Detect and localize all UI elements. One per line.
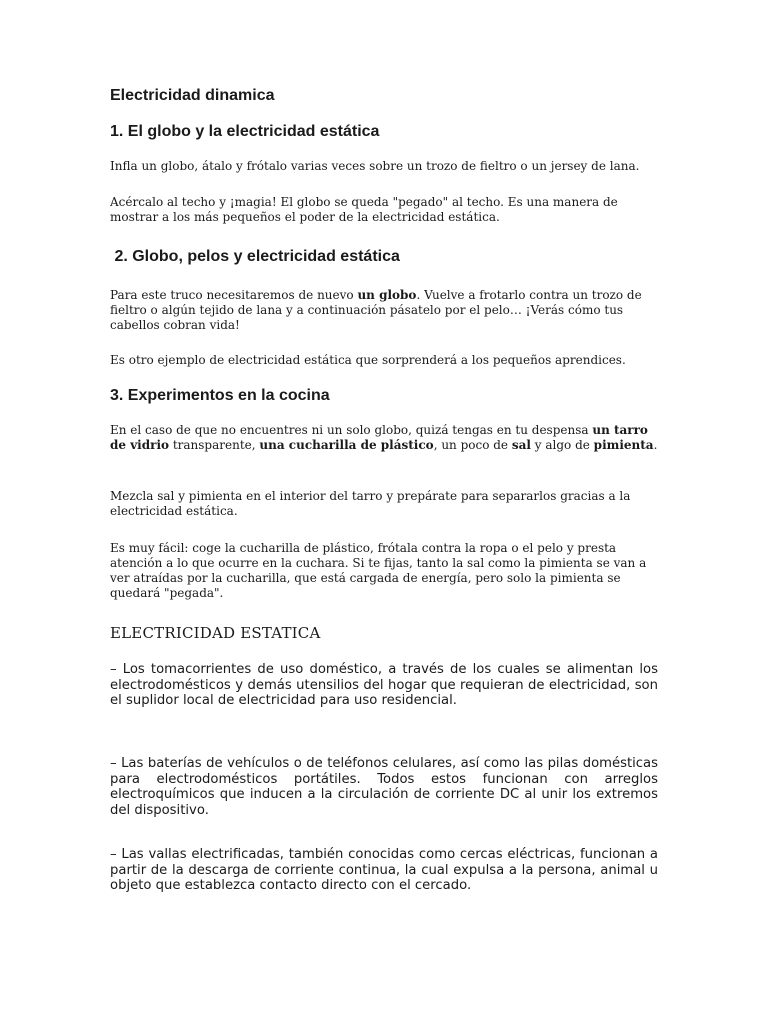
section-1-heading: 1. El globo y la electricidad estática [110, 123, 380, 140]
bold-term: un tarro de vidrio [110, 423, 648, 452]
bold-term: una cucharilla de plástico [259, 438, 434, 452]
document-title: Electricidad dinamica [110, 87, 275, 104]
text-run: En el caso de que no encuentres ni un solo globo, quizá tengas en tu despensa [110, 423, 593, 437]
section-2-paragraph-2: Es otro ejemplo de electricidad estática que sorprenderá a los pequeños aprendices. [110, 353, 626, 367]
static-list-item-2: – Las baterías de vehículos o de teléfonos celulares, así como las pilas domésticas para electrodomésticos portátiles. Todos estos funcionan con arreglos electroquímicos que inducen a la circulación de corriente DC al unir los extremos del dispositivo. [110, 756, 658, 818]
static-electricity-heading: ELECTRICIDAD ESTATICA [110, 624, 321, 642]
text-run: . [653, 438, 658, 452]
static-list-item-1: – Los tomacorrientes de uso doméstico, a través de los cuales se alimentan los electrodomésticos y demás utensilios del hogar que requieran de electricidad, son el suplidor local de electricidad para uso residencial. [110, 662, 658, 708]
text-run: . Vuelve a frotarlo contra un trozo de fieltro o algún tejido de lana y a continuación pásatelo por el pelo… ¡Verás cómo tus cabellos cobran vida! [110, 288, 642, 332]
text-run: Para este truco necesitaremos de nuevo [110, 288, 358, 302]
section-3-paragraph-1 [110, 423, 658, 453]
section-2-heading: 2. Globo, pelos y electricidad estática [110, 248, 400, 265]
section-3-paragraph-3: Es muy fácil: coge la cucharilla de plástico, frótala contra la ropa o el pelo y presta atención a lo que ocurre en la cuchara. Si te fijas, tanto la sal como la pimienta se van a ver atraídas por la cucharilla, que está cargada de energía, pero solo la pimienta se quedará "pegada". [110, 541, 647, 600]
static-list-item-3: – Las vallas electrificadas, también conocidas como cercas eléctricas, funcionan a partir de la descarga de corriente continua, la cual expulsa a la persona, animal u objeto que establezca contacto directo con el cercado. [110, 847, 658, 893]
section-3-heading: 3. Experimentos en la cocina [110, 387, 330, 404]
text-run: , un poco de [433, 438, 512, 452]
bold-term: un globo [357, 288, 417, 302]
section-1-paragraph-2: Acércalo al techo y ¡magia! El globo se queda "pegado" al techo. Es una manera de mostrar a los más pequeños el poder de la electricidad estática. [110, 195, 618, 224]
bold-term: pimienta [593, 438, 654, 452]
text-run: y algo de [530, 438, 594, 452]
bold-term: sal [511, 438, 531, 452]
section-2-paragraph-1 [110, 288, 658, 333]
section-3-paragraph-2: Mezcla sal y pimienta en el interior del tarro y prepárate para separarlos gracias a la electricidad estática. [110, 489, 631, 518]
text-run: transparente, [169, 438, 260, 452]
section-1-paragraph-1: Infla un globo, átalo y frótalo varias veces sobre un trozo de fieltro o un jersey de lana. [110, 159, 640, 173]
